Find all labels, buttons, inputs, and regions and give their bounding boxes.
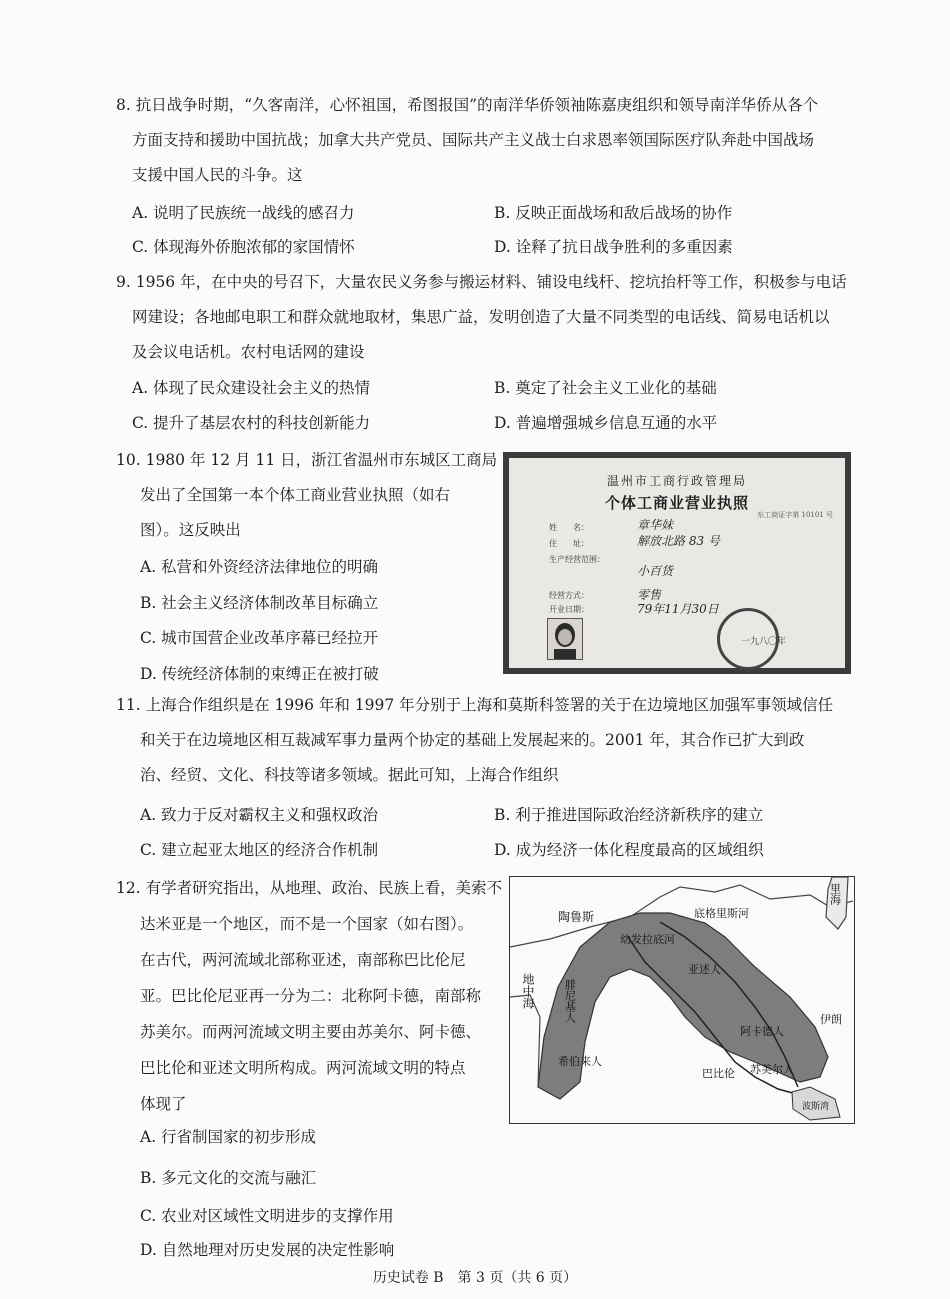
question-12-line-6: 巴比伦和亚述文明所构成。两河流域文明的特点 (140, 1059, 466, 1077)
question-8-line-2: 方面支持和援助中国抗战；加拿大共产党员、国际共产主义战士白求恩率领国际医疗队奔赴中国战场 (132, 131, 815, 149)
q9-option-a: A. 体现了民众建设社会主义的热情 (132, 379, 371, 397)
q9-option-c: C. 提升了基层农村的科技创新能力 (132, 414, 371, 432)
label-mediterranean: 地中海 (521, 973, 535, 1009)
question-10 (116, 443, 496, 548)
question-10-line-1: 10. 1980 年 12 月 11 日，浙江省温州市东城区工商局 (116, 451, 498, 469)
label-taurus: 陶鲁斯 (558, 910, 595, 924)
license-title: 个体工商业营业执照 (604, 494, 749, 512)
question-10-line-3: 图）。这反映出 (140, 521, 241, 539)
mesopotamia-map (509, 876, 855, 1124)
q12-option-c: C. 农业对区域性文明进步的支撑作用 (140, 1207, 394, 1225)
q10-option-b: B. 社会主义经济体制改革目标确立 (140, 594, 379, 612)
question-12-line-4: 亚。巴比伦尼亚再一分为二：北称阿卡德，南部称 (140, 987, 482, 1005)
label-euphrates: 幼发拉底河 (620, 933, 675, 946)
q8-option-a: A. 说明了民族统一战线的感召力 (132, 204, 355, 222)
label-persian-gulf: 波斯湾 (802, 1102, 830, 1112)
label-tigris: 底格里斯河 (694, 907, 749, 920)
question-11 (116, 688, 856, 793)
license-open-date: 79年11月30日 (637, 602, 719, 616)
license-field-method: 经营方式： (549, 591, 589, 600)
q9-option-d: D. 普遍增强城乡信息互通的水平 (494, 414, 718, 432)
q8-option-d: D. 诠释了抗日战争胜利的多重因素 (494, 238, 733, 256)
license-business-scope: 小百货 (637, 564, 674, 578)
label-phoenician: 腓尼基人 (563, 979, 577, 1023)
question-9-line-2: 网建设；各地邮电职工和群众就地取材，集思广益，发明创造了大量不同类型的电话线、简易电话机以 (132, 308, 830, 326)
page-footer: 历史试卷 B 第 3 页（共 6 页） (372, 1270, 578, 1286)
question-9-line-3: 及会议电话机。农村电话网的建设 (132, 343, 365, 361)
label-sumerian: 苏美尔人 (750, 1063, 794, 1076)
question-12-line-1: 12. 有学者研究指出，从地理、政治、民族上看，美索不 (116, 879, 503, 897)
license-paper (509, 458, 845, 668)
question-9 (116, 265, 856, 370)
license-field-scope: 生产经营范围： (549, 555, 605, 564)
label-babylon: 巴比伦 (702, 1067, 735, 1080)
question-12 (116, 870, 501, 1122)
question-12-line-5: 苏美尔。而两河流域文明主要由苏美尔、阿卡德、 (140, 1023, 482, 1041)
q10-option-d: D. 传统经济体制的束缚正在被打破 (140, 665, 379, 683)
map-drawing (510, 877, 853, 1122)
question-12-line-7: 体现了 (140, 1095, 187, 1113)
q8-option-c: C. 体现海外侨胞浓郁的家国情怀 (132, 238, 355, 256)
q11-option-d: D. 成为经济一体化程度最高的区域组织 (494, 841, 764, 859)
label-hebrew: 希伯来人 (558, 1055, 602, 1068)
question-8-line-3: 支援中国人民的斗争。这 (132, 166, 303, 184)
q10-option-c: C. 城市国营企业改革序幕已经拉开 (140, 629, 379, 647)
q12-option-d: D. 自然地理对历史发展的决定性影响 (140, 1241, 395, 1259)
q9-option-b: B. 奠定了社会主义工业化的基础 (494, 379, 717, 397)
label-caspian: 里海 (828, 883, 842, 905)
question-9-line-1: 9. 1956 年，在中央的号召下，大量农民义务参与搬运材料、铺设电线杆、挖坑抬杆等工作，积极参与电话 (116, 273, 847, 291)
question-8-line-1: 8. 抗日战争时期，“久客南洋，心怀祖国，希图报国”的南洋华侨领袖陈嘉庚组织和领导南洋华侨从各个 (116, 96, 819, 114)
license-issue-date: 一九八〇年 (741, 637, 787, 647)
license-serial: 东工商证字第 10101 号 (757, 511, 833, 519)
question-11-line-2: 和关于在边境地区相互裁减军事力量两个协定的基础上发展起来的。2001 年，其合作已扩大到政 (140, 731, 805, 749)
license-business-method: 零售 (637, 588, 662, 602)
question-11-line-1: 11. 上海合作组织是在 1996 年和 1997 年分别于上海和莫斯科签署的关于在边境地区加强军事领域信任 (116, 696, 834, 714)
license-issuer: 温州市工商行政管理局 (606, 474, 747, 488)
q10-option-a: A. 私营和外资经济法律地位的明确 (140, 558, 379, 576)
q8-option-b: B. 反映正面战场和敌后战场的协作 (494, 204, 733, 222)
license-holder-address: 解放北路 83 号 (637, 534, 720, 548)
license-photo (547, 618, 583, 660)
label-assyrian: 亚述人 (688, 963, 721, 976)
business-license-image (503, 452, 851, 674)
question-12-line-3: 在古代，两河流域北部称亚述，南部称巴比伦尼 (140, 951, 466, 969)
q11-option-c: C. 建立起亚太地区的经济合作机制 (140, 841, 379, 859)
license-field-name: 姓 名： (549, 523, 589, 532)
q12-option-b: B. 多元文化的交流与融汇 (140, 1169, 317, 1187)
question-10-line-2: 发出了全国第一本个体工商业营业执照（如右 (140, 486, 451, 504)
license-holder-name: 章华妹 (637, 518, 674, 532)
question-8 (116, 88, 856, 193)
question-11-line-3: 治、经贸、文化、科技等诸多领域。据此可知，上海合作组织 (140, 766, 559, 784)
label-akkadian: 阿卡德人 (740, 1025, 784, 1038)
q12-option-a: A. 行省制国家的初步形成 (140, 1128, 317, 1146)
label-iran: 伊朗 (820, 1013, 842, 1026)
question-12-line-2: 达米亚是一个地区，而不是一个国家（如右图）。 (140, 915, 474, 933)
license-field-addr: 住 址： (549, 539, 589, 548)
license-field-date: 开业日期： (549, 605, 589, 614)
q11-option-a: A. 致力于反对霸权主义和强权政治 (140, 806, 379, 824)
q11-option-b: B. 利于推进国际政治经济新秩序的建立 (494, 806, 764, 824)
